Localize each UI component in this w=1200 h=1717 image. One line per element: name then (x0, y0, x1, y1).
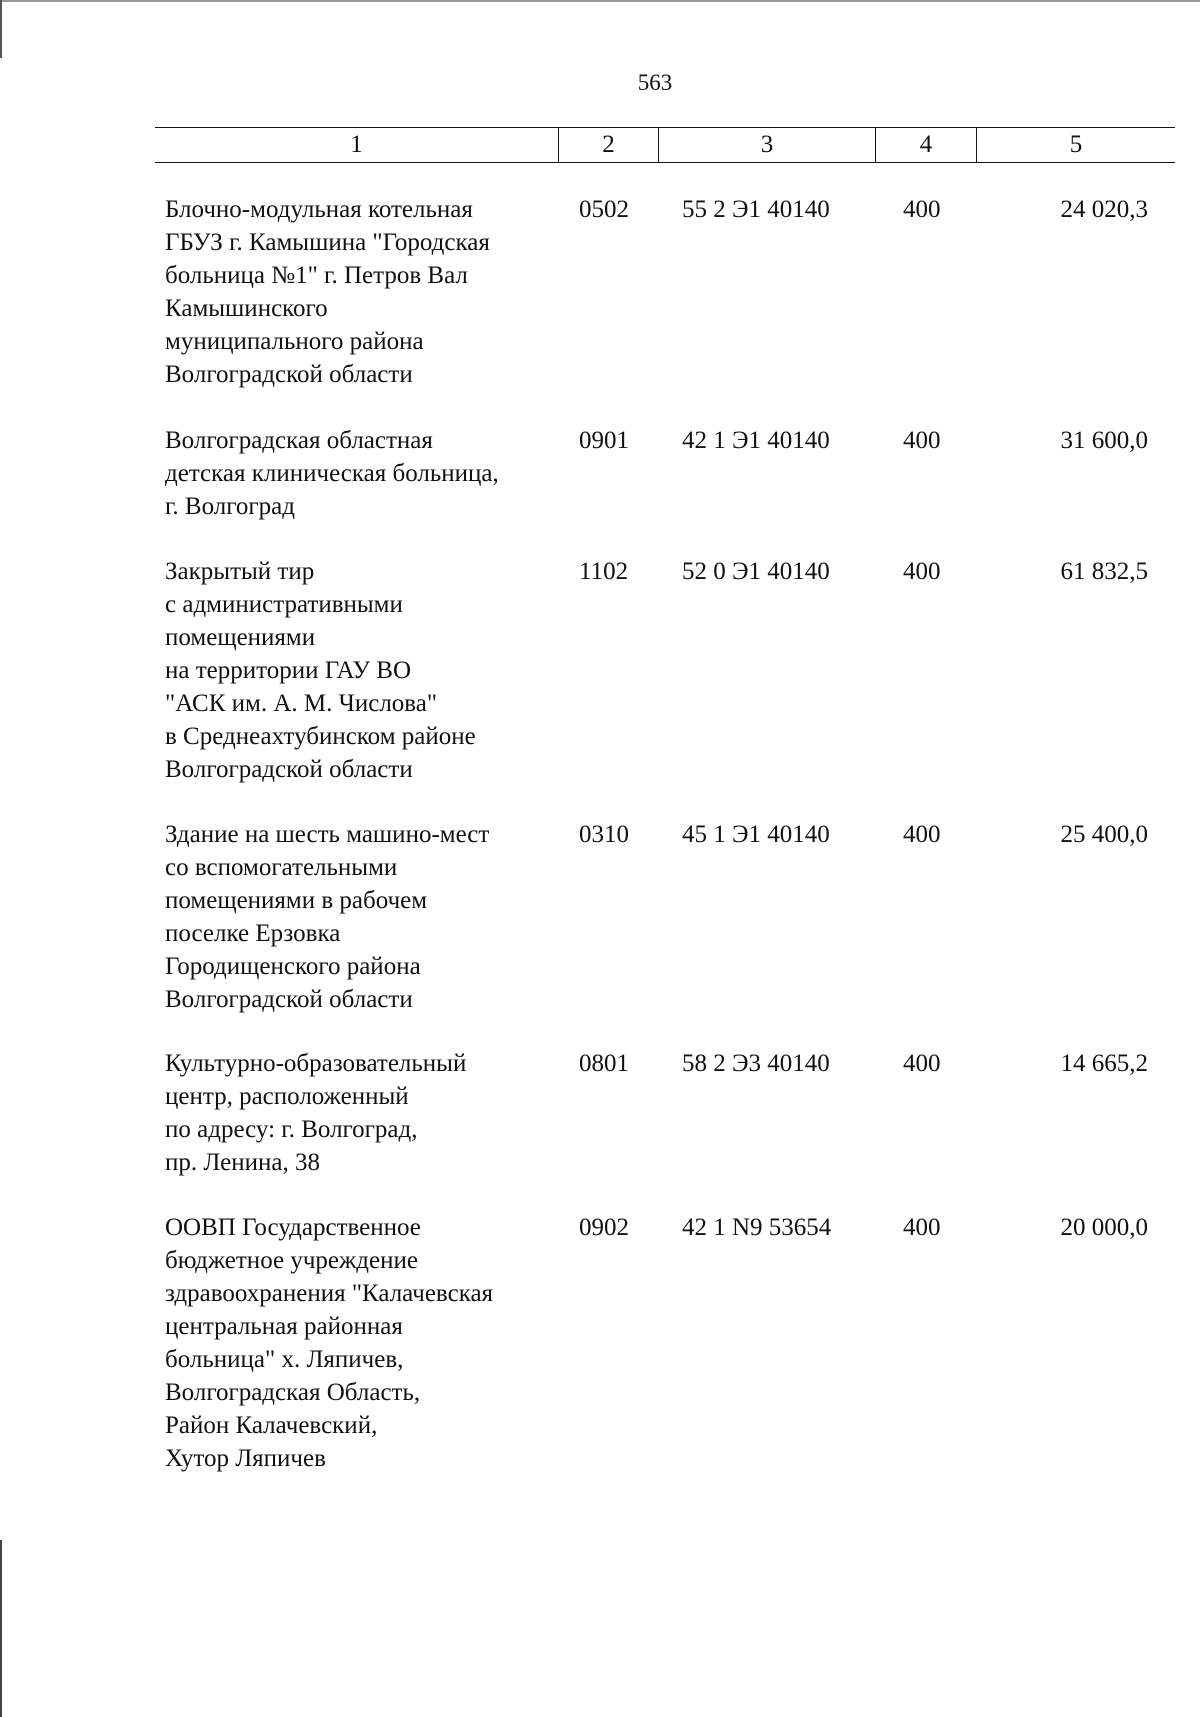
object-name-line: помещениями в рабочем (165, 887, 428, 914)
target-article-code: 55 2 Э1 40140 (682, 196, 830, 223)
object-name (165, 1211, 555, 1475)
object-name (165, 555, 555, 786)
object-name-line: поселке Ерзовка (165, 920, 341, 947)
target-article-code: 52 0 Э1 40140 (682, 558, 830, 585)
header-col-3: 3 (658, 128, 875, 162)
expense-type-code: 400 (903, 558, 941, 585)
table-header (155, 127, 1175, 163)
object-name (165, 1047, 555, 1179)
object-name-line: ГБУЗ г. Камышина "Городская (165, 229, 490, 256)
object-name-line: здравоохранения "Калачевская (165, 1280, 494, 1307)
object-name-line: больница №1" г. Петров Вал (165, 262, 468, 289)
object-name-line: по адресу: г. Волгоград, (165, 1116, 418, 1143)
amount: 20 000,0 (1060, 1214, 1148, 1241)
section-code: 0801 (579, 1050, 629, 1077)
target-article-code: 58 2 Э3 40140 (682, 1050, 830, 1077)
object-name-line: больница" х. Ляпичев, (165, 1346, 404, 1373)
object-name-line: Городищенского района (165, 953, 421, 980)
target-article-code: 45 1 Э1 40140 (682, 821, 830, 848)
object-name (165, 818, 555, 1016)
object-name-line: бюджетное учреждение (165, 1247, 418, 1274)
amount: 24 020,3 (1060, 196, 1148, 223)
header-col-5: 5 (976, 128, 1175, 162)
header-col-4: 4 (875, 128, 976, 162)
object-name-line: Культурно-образовательный (165, 1050, 467, 1077)
object-name (165, 193, 555, 391)
object-name-line: муниципального района (165, 328, 424, 355)
expense-type-code: 400 (903, 196, 941, 223)
amount: 25 400,0 (1060, 821, 1148, 848)
object-name-line: Волгоградской области (165, 986, 413, 1013)
section-code: 0502 (579, 196, 629, 223)
object-name-line: со вспомогательными (165, 854, 398, 881)
object-name-line: Район Калачевский, (165, 1412, 378, 1439)
section-code: 0902 (579, 1214, 629, 1241)
object-name-line: Хутор Ляпичев (165, 1445, 326, 1472)
amount: 14 665,2 (1060, 1050, 1148, 1077)
target-article-code: 42 1 N9 53654 (682, 1214, 832, 1241)
object-name-line: Здание на шесть машино-мест (165, 821, 490, 848)
object-name-line: Волгоградской области (165, 756, 413, 783)
target-article-code: 42 1 Э1 40140 (682, 427, 830, 454)
object-name-line: в Среднеахтубинском районе (165, 723, 476, 750)
object-name-line: "АСК им. А. М. Числова" (165, 690, 438, 717)
object-name-line: детская клиническая больница, (165, 460, 499, 487)
header-col-1: 1 (350, 131, 363, 158)
object-name-line: на территории ГАУ ВО (165, 657, 411, 684)
object-name (165, 424, 555, 523)
amount: 61 832,5 (1060, 558, 1148, 585)
header-col-2: 2 (558, 128, 658, 162)
object-name-line: с административными (165, 591, 403, 618)
section-code: 0310 (579, 821, 629, 848)
expense-type-code: 400 (903, 821, 941, 848)
object-name-line: г. Волгоград (165, 493, 295, 520)
section-code: 0901 (579, 427, 629, 454)
object-name-line: центральная районная (165, 1313, 403, 1340)
amount: 31 600,0 (1060, 427, 1148, 454)
page-number: 563 (637, 70, 673, 95)
object-name-line: пр. Ленина, 38 (165, 1149, 320, 1176)
object-name-line: центр, расположенный (165, 1083, 409, 1110)
expense-type-code: 400 (903, 1214, 941, 1241)
object-name-line: Волгоградской области (165, 361, 413, 388)
section-code: 1102 (579, 558, 629, 585)
scan-edge-top (0, 0, 1200, 2)
object-name-line: Блочно-модульная котельная (165, 196, 473, 223)
scan-edge-left (0, 0, 2, 58)
object-name-line: Волгоградская областная (165, 427, 433, 454)
expense-type-code: 400 (903, 427, 941, 454)
expense-type-code: 400 (903, 1050, 941, 1077)
scan-edge-left-bottom (0, 1540, 2, 1717)
object-name-line: Волгоградская Область, (165, 1379, 421, 1406)
object-name-line: Камышинского (165, 295, 328, 322)
object-name-line: ООВП Государственное (165, 1214, 421, 1241)
object-name-line: Закрытый тир (165, 558, 315, 585)
object-name-line: помещениями (165, 624, 316, 651)
